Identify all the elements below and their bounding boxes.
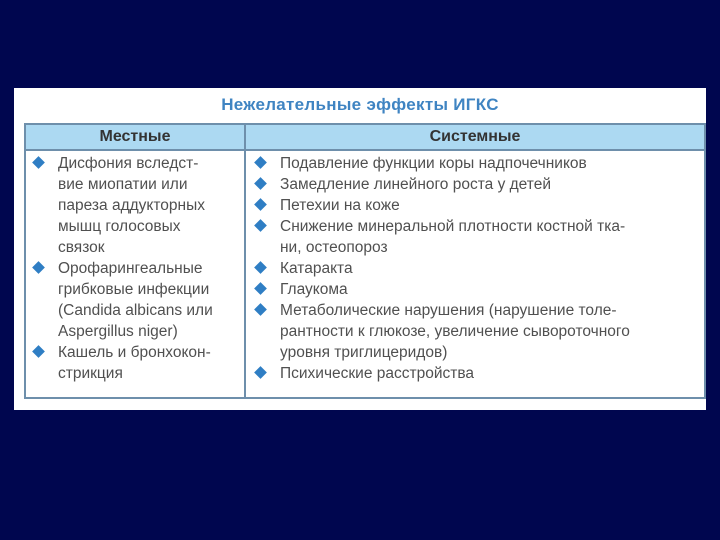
diamond-bullet-icon — [32, 261, 45, 274]
list-item-line: Психические расстройства — [280, 365, 475, 382]
list-item-line: Aspergillus niger) — [58, 323, 178, 340]
list-item-line: Орофарингеальные — [58, 260, 203, 277]
list-item-line: грибковые инфекции — [58, 281, 210, 298]
list-item-line: Замедление линейного роста у детей — [280, 176, 551, 193]
list-item — [252, 300, 706, 363]
column-divider — [244, 123, 246, 397]
list-item — [30, 342, 242, 384]
list-item — [252, 279, 706, 300]
diamond-bullet-icon — [254, 261, 267, 274]
list-item-line: уровня триглицеридов) — [280, 344, 448, 361]
list-item-line: Подавление функции коры надпочечников — [280, 155, 587, 172]
table-title: Нежелательные эффекты ИГКС — [221, 95, 499, 114]
diamond-bullet-icon — [254, 219, 267, 232]
slide-panel — [14, 88, 706, 410]
diamond-bullet-icon — [254, 303, 267, 316]
list-item — [30, 153, 242, 258]
table-header — [26, 123, 704, 151]
list-item-line: Дисфония вследст- — [58, 155, 199, 172]
diamond-bullet-icon — [254, 177, 267, 190]
list-item-line: мышц голосовых — [58, 218, 181, 235]
diamond-bullet-icon — [254, 198, 267, 211]
list-item-line: Петехии на коже — [280, 197, 400, 214]
list-item — [252, 363, 706, 384]
column-header-local: Местные — [99, 128, 171, 145]
list-item-line: (Candida albicans или — [58, 302, 213, 319]
list-item-line: рантности к глюкозе, увеличение сывороточного — [280, 323, 630, 340]
local-effects-list — [30, 153, 242, 384]
column-header-systemic: Системные — [429, 128, 521, 145]
list-item — [252, 195, 706, 216]
diamond-bullet-icon — [254, 156, 267, 169]
list-item-line: Снижение минеральной плотности костной тка- — [280, 218, 626, 235]
list-item — [252, 174, 706, 195]
diamond-bullet-icon — [254, 366, 267, 379]
list-item-line: Катаракта — [280, 260, 353, 277]
diamond-bullet-icon — [254, 282, 267, 295]
list-item-line: связок — [58, 239, 105, 256]
list-item-line: стрикция — [58, 365, 123, 382]
list-item-line: Кашель и бронхокон- — [58, 344, 211, 361]
list-item-line: Глаукома — [280, 281, 348, 298]
list-item — [252, 216, 706, 258]
diamond-bullet-icon — [32, 156, 45, 169]
list-item-line: ни, остеопороз — [280, 239, 388, 256]
diamond-bullet-icon — [32, 345, 45, 358]
list-item-line: Метаболические нарушения (нарушение толе- — [280, 302, 617, 319]
list-item — [252, 153, 706, 174]
list-item — [252, 258, 706, 279]
systemic-effects-list — [252, 153, 706, 384]
list-item-line: вие миопатии или — [58, 176, 188, 193]
effects-table — [24, 123, 706, 399]
list-item — [30, 258, 242, 342]
list-item-line: пареза аддукторных — [58, 197, 205, 214]
